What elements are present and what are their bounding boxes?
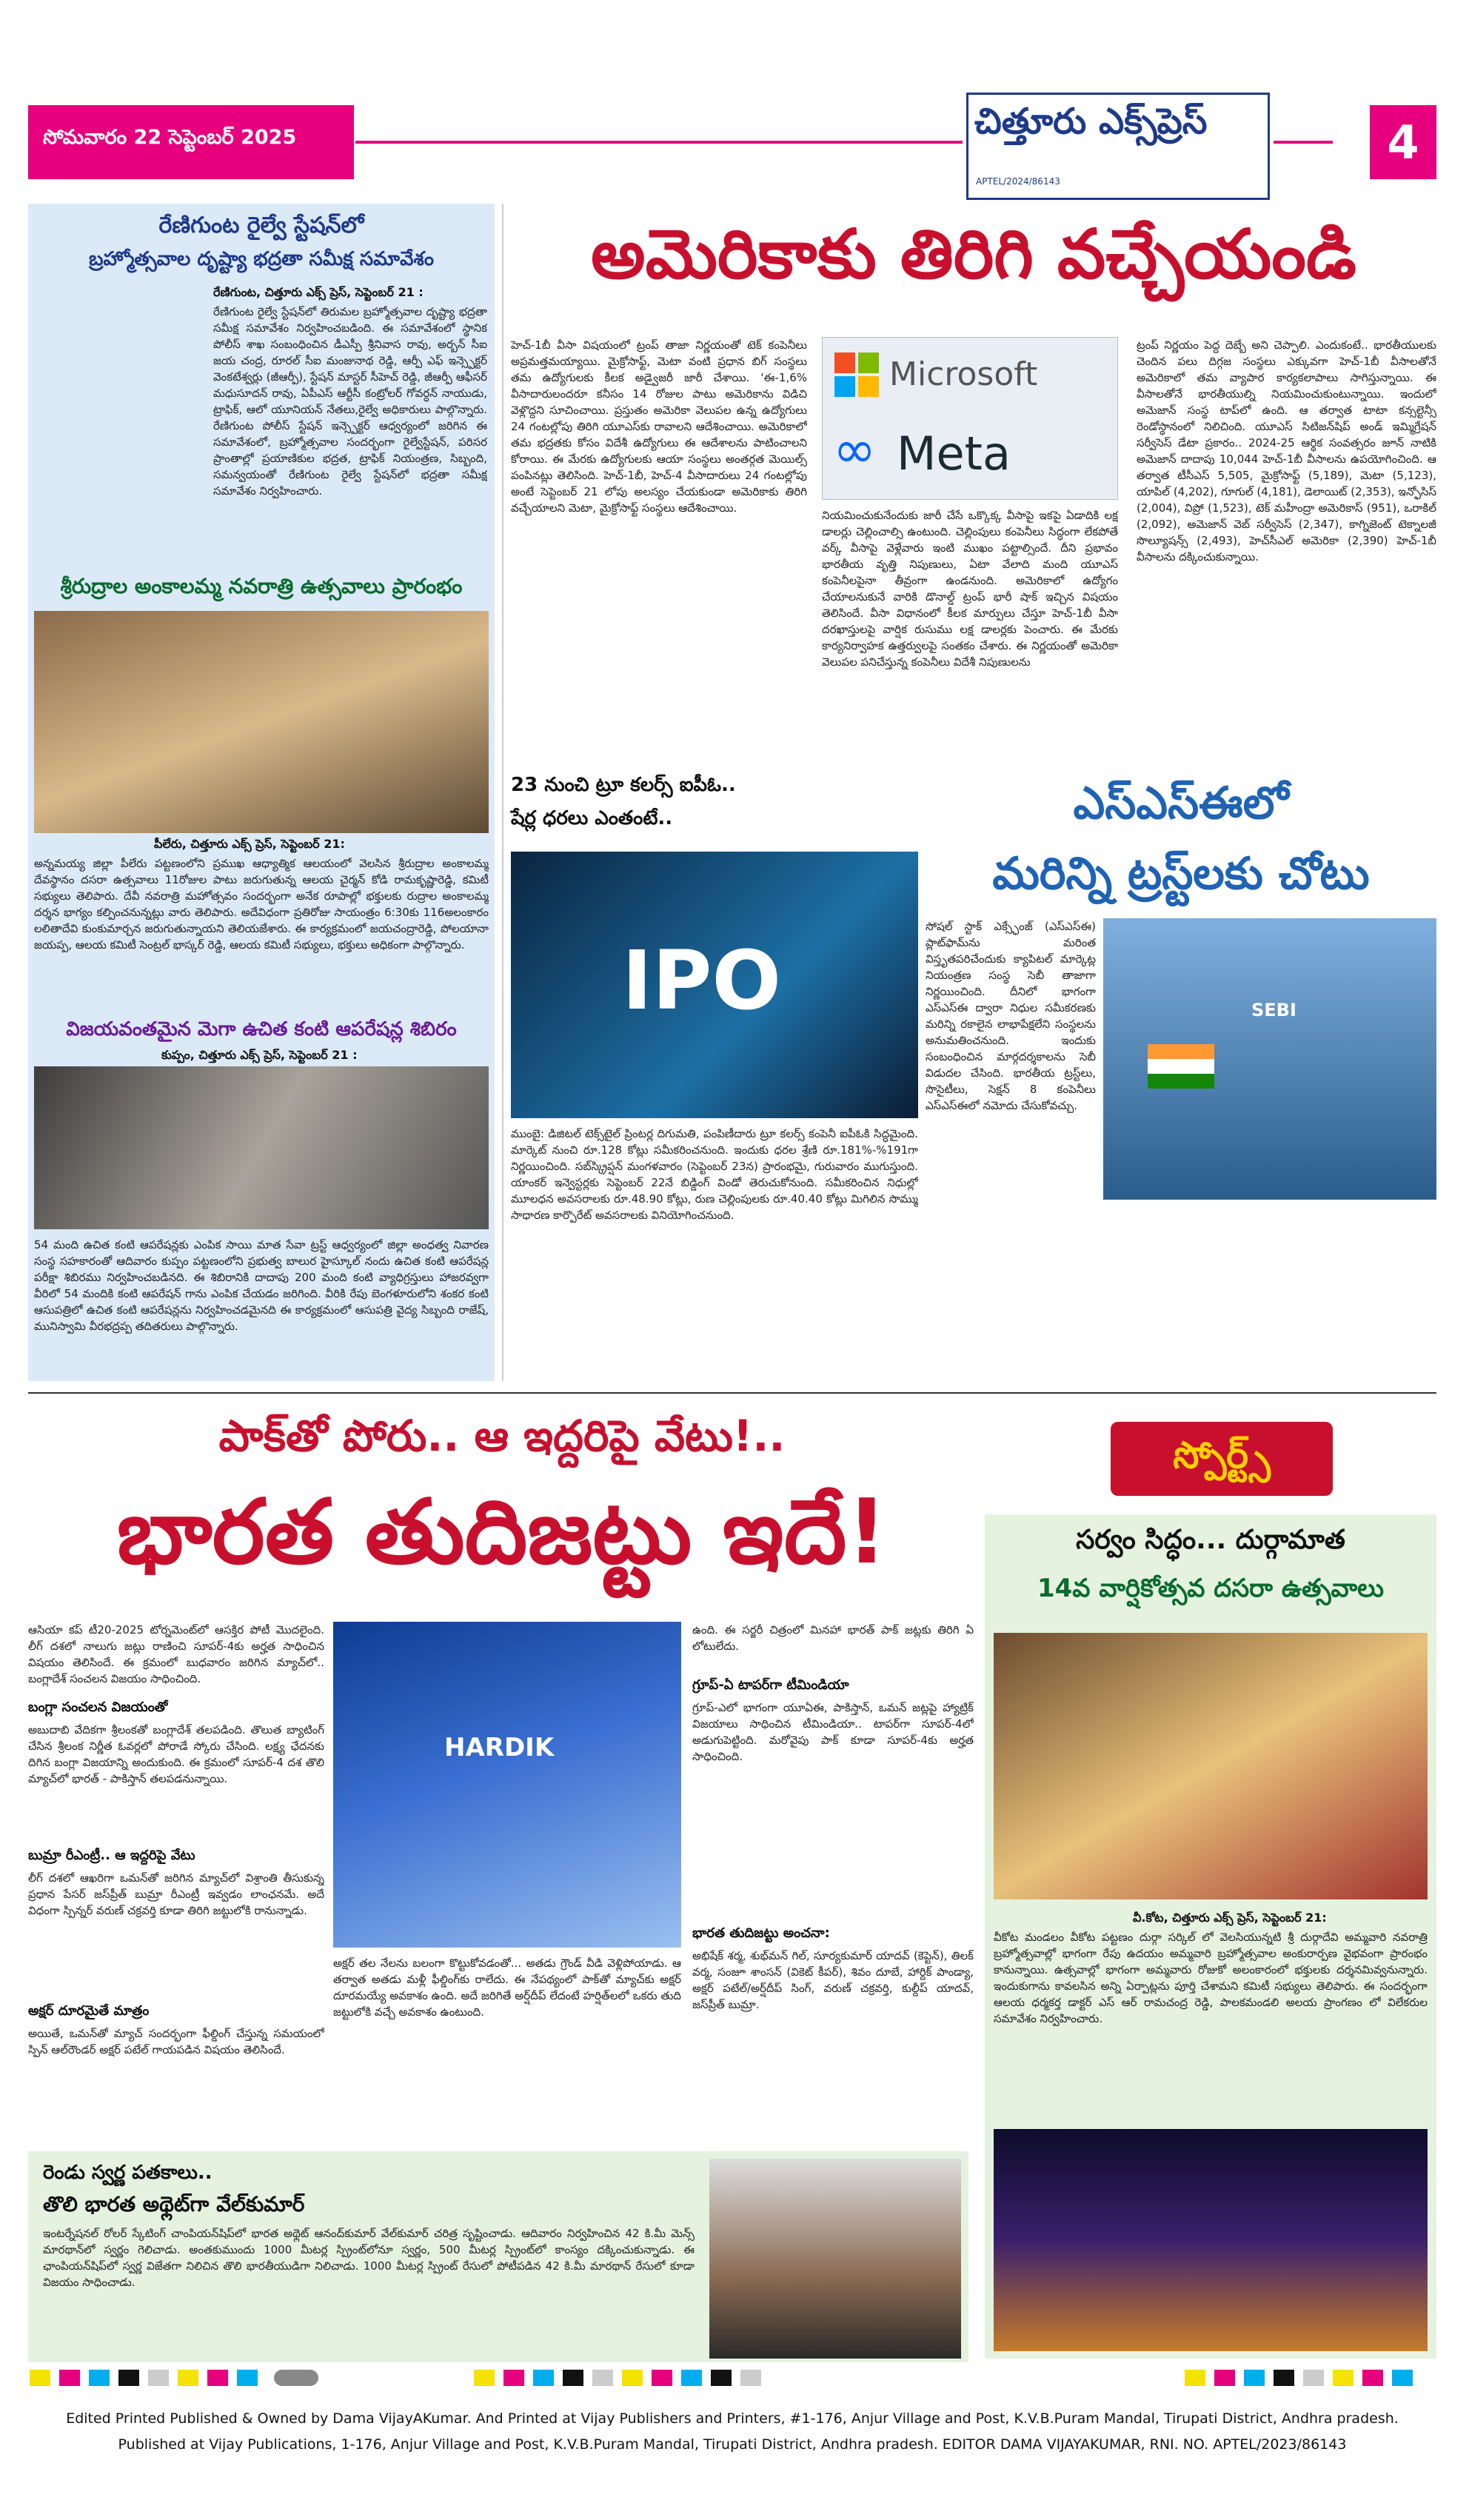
cricket-col3: ఉంది. ఈ సర్జరీ చిత్రంలో మినహా భారత్ పాక్ జట్లకు తిరిగి ఏ లోటులేదు. xyxy=(692,1623,974,1653)
issue-date: సోమవారం 22 సెప్టెంబర్ 2025 xyxy=(43,126,297,149)
cricket-sub5: భారత తుదిజట్టు అంచనా: xyxy=(692,1925,830,1941)
cricket-col2: అక్షర్ తల నేలను బలంగా కొట్టుకోవడంతో... అతడు గ్రౌండ్ వీడి వెళ్లిపోయాడు. ఆ తర్వాత అతడు మళ్లీ ఫీల్డింగ్‌కు రాలేదు. ఈ నేపథ్యంలో పాక్‌తో మ్యాచ్‌కు అక్షర్ దూరమయ్యే అవకాశం ఉంది. అదే జరిగితే అర్ష్‌దీప్ లేదంటే హర్షిత్‌లలో ఒకరు తుది జట్టులోకి వచ్చే అవకాశం ఉంటుంది. xyxy=(333,1956,681,2019)
column-rule xyxy=(502,204,503,1381)
masthead-rule xyxy=(355,141,963,144)
footer-line2: Published at Vijay Publications, 1-176, Anjur Village and Post, K.V.B.Puram Mandal, Tirupati District, Andhra pradesh. EDITOR DAMA VIJAYAKUMAR, RNI. NO. APTEL/2023/86143 xyxy=(118,2436,1347,2453)
footer-line1: Edited Printed Published & Owned by Dama VijayAKumar. And Printed at Vijay Publishers and Printers, #1-176, Anjur Village and Post, K.V.B.Puram Mandal, Tirupati District, Andhra pradesh. xyxy=(66,2410,1399,2427)
photo-label-microsoft: Microsoft xyxy=(889,355,1038,393)
durga-dateline: వీ.కోట, చిత్తూరు ఎక్స్ ప్రెస్, సెప్టెంబర్ 21: xyxy=(1133,1911,1327,1925)
america-col2: నియమించుకునేందుకు జారీ చేసే ఒక్కొక్క వీసాపై ఇకపై ఏడాదికి లక్ష డాలర్లు చెల్లించాల్సి ఉంటుంది. చెల్లింపులు కంపెనీలు సిద్ధంగా లేకపోతే వర్క్ వీసాపై వెళ్లేవారు ఇంటి ముఖం పట్టాల్సిందే. దీని ప్రభావం భారతీయ వృత్తి నిపుణులు, ఏటా వేలాది మంది యూఎస్ కంపెనీలపైనా తీవ్రంగా ఉండనుంది. అమెరికాలో ఉద్యోగం చేయాలనుకునే వారికి డొనాల్డ్ ట్రంప్ భారీ షాక్ ఇచ్చిన విషయం తెలిసిందే. వీసా విధానంలో కీలక మార్పులు చేస్తూ హెచ్-1బీ వీసా దరఖాస్తులపై వార్షిక రుసుము లక్ష డాలర్లకు పెంచారు. ఈ మేరకు కార్యనిర్వాహక ఉత్తర్వులపై సంతకం చేశారు. ఈ నిర్ణయంతో అమెరికా వెలుపల పనిచేస్తున్న కంపెనీలు విదేశీ నిపుణులను xyxy=(822,509,1118,669)
durga-body: వీకోట మండలం వీకోట పట్టణం దుర్గా సర్కిల్ లో వెలసియున్నటి శ్రీ దుర్గాదేవి అమ్మవారి నవరాత్రి బ్రహ్మోత్సవాల్లో భాగంగా రేపు ఉదయం అమ్మవారి బ్రహ్మోత్సవాల అంకురార్పణ వైభవంగా ప్రారంభం కానున్నాయి. ఉత్సవాల్లో భాగంగా అమ్మవారు రోజుకో అలంకారంలో భక్తులకు దర్శనమివ్వనున్నారు. ఇందుకుగాను కావలసిన అన్ని ఏర్పాట్లను పూర్తి చేశామని కమిటీ సభ్యులు తెలిపారు. ఈ సందర్భంగా ఆలయ ధర్మకర్త డాక్టర్ ఎస్ ఆర్ రామచంద్ర రెడ్డి, పాలకమండలి అలయ ప్రాంగణం లో విలేకరుల సమావేశం నిర్వహించారు. xyxy=(994,1931,1428,2025)
gold-title2: తొలి భారత అథ్లెట్‌గా వేల్‌కుమార్ xyxy=(43,2192,305,2216)
gold-body: ఇంటర్నేషనల్ రోలర్ స్కేటింగ్ చాంపియన్‌షిప్‌లో భారత అథ్లెట్ ఆనంద్‌కుమార్ వేల్‌కుమార్ చరిత్ర సృష్టించాడు. ఆదివారం నిర్వహించిన 42 కి.మీ మెన్స్ మారథాన్‌లో స్వర్ణం గెలిచాడు. అంతకుముందు 1000 మీటర్ల స్ప్రింట్‌లోనూ స్వర్ణం, 500 మీటర్ల స్ప్రింట్‌లో కాంస్యం దక్కించుకున్నాడు. ఈ ఛాంపియన్‌షిప్‌లో స్వర్ణ విజేతగా నిలిచిన తొలి భారతీయుడిగా నిలిచాడు. 1000 మీటర్ల స్ప్రింట్ రేసులో పోటీపడిన 42 కి.మీ మారథాన్ రేసులో కూడా విజయం సాధించాడు. xyxy=(43,2227,695,2289)
story2-photo xyxy=(34,611,489,833)
ipo-photo xyxy=(511,852,918,1118)
sebi-photo xyxy=(1103,918,1436,1200)
logo-sub: APTEL/2024/86143 xyxy=(976,176,1060,187)
street-night-photo xyxy=(994,2129,1428,2351)
cricket-photo-label: HARDIK xyxy=(444,1733,555,1762)
logo-text: చిత్తూరు ఎక్స్‌ప్రెస్ xyxy=(974,101,1208,142)
meta-infinity-icon: ∞ xyxy=(833,419,877,480)
durga-title2: 14వ వార్షికోత్సవ దసరా ఉత్సవాలు xyxy=(1037,1574,1385,1603)
america-col1: హెచ్-1బీ వీసా విషయంలో ట్రంప్ తాజా నిర్ణయంతో టెక్ కంపెనీలు అప్రమత్తమయ్యాయి. మైక్రోసాఫ్ట్, మెటా వంటి ప్రధాన బిగ్ సంస్థలు తమ ఉద్యోగులకు కీలక అడ్వైజరీ జారీ చేశాయి. 'ఈ-1,6% వీసాదారులందరూ కనీసం 14 రోజుల పాటు అమెరికాను విడిచి వెళ్లొద్దని సూచించాయి. ప్రస్తుతం అమెరికా వెలుపల ఉన్న ఉద్యోగులు 24 గంటల్లోపు తిరిగి యూఎస్‌కు రావాలని ఆదేశించాయి. అమెరికాలో తమ భద్రతకు కోసం విదేశీ ఉద్యోగులు ఈ ఆదేశాలను పాటించాలని కోరాయి. ఈ మేరకు ఉద్యోగులకు ఆయా సంస్థలు అంతర్గత మెయిల్స్ పంపినట్లు తెలిసింది. హెచ్-1బీ, హెచ్-4 వీసాదారులు 24 గంటల్లోపు అంటే సెప్టెంబర్ 21 లోపు అలస్యం చేయకుండా అమెరికాకు తిరిగి వచ్చేయాలని మెటా, మైక్రోసాఫ్ట్ సంస్థలు ఆదేశించాయి. xyxy=(511,338,807,515)
registration-marks-left xyxy=(30,2370,258,2386)
cricket-col3c: అభిషేక్ శర్మ, శుభ్‌మన్ గిల్, సూర్యకుమార్ యాదవ్ (కెప్టెన్), తిలక్ వర్మ, సంజూ శాంసన్ (వికెట్ కీపర్), శివం దూబే, హార్దిక్ పాండ్యా, అక్షర్ పటేల్/అర్ష్‌దీప్ సింగ్, వరుణ్ చక్రవర్తి, కుల్దీప్ యాదవ్, జస్‌ప్రీత్ బుమ్రా. xyxy=(692,1949,974,2011)
cricket-photo xyxy=(333,1622,681,1948)
date-banner xyxy=(28,105,354,179)
left-column-panel xyxy=(28,204,495,1381)
page-number: 4 xyxy=(1387,116,1419,170)
america-headline: అమెరికాకు తిరిగి వచ్చేయండి xyxy=(590,215,1356,294)
cricket-sub3: అక్షర్ దూరమైతే మాత్రం xyxy=(28,2003,150,2019)
cricket-sub1: బంగ్లా సంచలన విజయంతో xyxy=(28,1700,168,1715)
story2-body: అన్నమయ్య జిల్లా పీలేరు పట్టణంలోని ప్రముఖ ఆధ్యాత్మిక ఆలయంలో వెలసిన శ్రీరుద్రాల అంకాలమ్మ దేవస్థానం దసరా ఉత్సవాలు 11రోజుల పాటు జరుగుతున్న ఆలయ చైర్మన్ కోడి రామకృష్ణారెడ్డి, కమిటీ సభ్యులు తెలిపారు. దేవీ నవరాత్రి మహోత్సవం సందర్భంగా అనేక రూపాల్లో భక్తులకు రుద్రాల అంకాలమ్మ దర్శన భాగ్యం కల్పించనున్నట్లు వారు తెలిపారు. అదేవిధంగా ప్రతిరోజు సాయంత్రం 6:30కు 116అలంకారం లలితాదేవి కుంకుమార్చన జరుగుతున్నాయని తెలియజేశారు. ఈ కార్యక్రమంలో జయచంద్రారెడ్డి, పోలయానా జయప్ప, ఆలయ కమిటీ సెంట్రల్ భాస్కర్ రెడ్డి, ఆలయ కమిటీ సభ్యులు, భక్తులు అధికంగా పాల్గొన్నారు. xyxy=(34,857,489,952)
durga-title1: సర్వం సిద్ధం... దుర్గామాత xyxy=(1076,1525,1345,1555)
america-col3: ట్రంప్ నిర్ణయం పెద్ద దెబ్బే అని చెప్పాలి. ఎందుకంటే.. భారతీయులకు చెందిన పలు దిగ్గజ సంస్థలు ఎక్కువగా హెచ్-1బీ వీసాలతోనే అమెరికాలో తమ వ్యాపార కార్యకలాపాలు సాగిస్తున్నాయి. ఈ వీసాలతోనే భారతీయుల్ని నియమించుకుంటున్నాయి. ఇందులో అమెజాన్ సంస్థ టాప్‌లో ఉంది. ఆ తర్వాత టాటా కన్సల్టెన్సీ రెండోస్థానంలో నిలిచింది. యూఎస్ సిటిజన్‌షిప్ అండ్ ఇమ్మిగ్రేషన్ సర్వీసెస్ డేటా ప్రకారం.. 2024-25 ఆర్థిక సంవత్సరం జూన్ నాటికి అమెజాన్ దాదాపు 10,044 హెచ్-1బీ వీసాలను ఉపయోగించింది. ఆ తర్వాత టీసీఎస్ 5,505, మైక్రోసాఫ్ట్ (5,189), మెటా (5,123), యాపిల్ (4,202), గూగుల్ (4,181), డెలాయిట్ (2,353), ఇన్ఫోసిస్ (2,004), విప్రో (1,523), టెక్ మహీంద్రా అమెరికాస్ (951), ఒరాకిల్ (2,092), అమెజాన్ వెబ్ సర్వీసెస్ (2,347), కాగ్నిజెంట్ టెక్నాలజీ సొల్యూషన్స్ (2,493), హెచ్‌సీఎల్ అమెరికా (2,390) హెచ్-1బీ వీసాలను దక్కించుకున్నాయి. xyxy=(1137,338,1436,564)
story1-dateline: రేణిగుంట, చిత్తూరు ఎక్స్ ప్రెస్, సెప్టెంబర్ 21 : xyxy=(213,285,424,299)
gold-panel xyxy=(28,2151,968,2362)
sebi-photo-label: SEBI xyxy=(1251,1000,1296,1020)
registration-marks-right xyxy=(1185,2370,1413,2386)
microsoft-logo-icon xyxy=(834,352,879,397)
story2-title: శ్రీరుద్రాల అంకాలమ్మ నవరాత్రి ఉత్సవాలు ప్రారంభం xyxy=(60,574,463,598)
gold-title1: రెండు స్వర్ణ పతకాలు.. xyxy=(43,2162,213,2184)
story3-body: 54 మంది ఉచిత కంటి ఆపరేషన్లకు ఎంపిక సాయి మాత సేవా ట్రస్ట్ ఆధ్వర్యంలో జిల్లా అంధత్వ నివారణ సంస్థ సహకారంతో ఆదివారం కుప్పం పట్టణంలోని ప్రభుత్వ బాలుర హైస్కూల్ నందు ఉచిత కంటి ఆపరేషన్ల పరీక్షా శిబిరము నిర్వహించబడినది. ఈ శిబిరానికి దాదాపు 200 మంది కంటి వ్యాధిగ్రస్తులు హాజరవ్వగా వీరిలో 54 మందికి కంటి ఆపరేషన్ గాను ఎంపిక చేయడం జరిగింది. వీరికి రేపు బెంగళూరులోని శంకర కంటి ఆసుపత్రిలో ఉచిత కంటి ఆపరేషన్లను నిర్వహించడమైనది ఈ కార్యక్రమంలో ఆసుపత్రి వైద్య సిబ్బంది రాజేష్, మునిస్వామి వీరభద్రప్ప తదితరులు పాల్గొన్నారు. xyxy=(34,1238,489,1333)
cricket-headline: భారత తుదిజట్టు ఇదే! xyxy=(116,1481,888,1584)
ipo-photo-label: IPO xyxy=(622,933,782,1028)
masthead-rule-right xyxy=(1274,141,1333,144)
cricket-col1: ఆసియా కప్ టీ20-2025 టోర్నమెంట్‌లో ఆసక్తిర పోటీ మొదలైంది. లీగ్ దశలో నాలుగు జట్లు రాణించి సూపర్-4కు అర్హత సాధించిన విషయం తెలిసిందే. ఈ క్రమంలో బుధవారం జరిగిన మ్యాచ్‌లో.. బంగ్లాదేశ్ సంచలన విజయం సాధించింది. xyxy=(28,1623,324,1685)
story3-photo xyxy=(34,1066,489,1229)
cricket-col1d: అయితే, ఒమన్‌తో మ్యాచ్ సందర్భంగా ఫీల్డింగ్ చేస్తున్న సమయంలో స్పిన్ ఆల్‌రౌండర్ అక్షర్ పటేల్ గాయపడిన విషయం తెలిసిందే. xyxy=(28,2027,324,2056)
story2-dateline: పీలేరు, చిత్తూరు ఎక్స్ ప్రెస్, సెప్టెంబర్ 21: xyxy=(154,837,345,851)
ipo-title1: 23 నుంచి ట్రూ కలర్స్ ఐపీఓ.. xyxy=(511,774,736,796)
cricket-col1c: లీగ్ దశలో ఆఖరిగా ఒమన్‌తో జరిగిన మ్యాచ్‌లో విశ్రాంతి తీసుకున్న ప్రధాన పేసర్ జస్‌ప్రీత్ బుమ్రా రీఎంట్రీ ఇవ్వడం లాంఛనమే. అదే విధంగా స్పిన్నర్ వరుణ్ చక్రవర్తి కూడా తిరిగి జట్టులోకి రానున్నాడు. xyxy=(28,1871,324,1917)
athlete-photo xyxy=(709,2159,961,2359)
story1-title2: బ్రహ్మోత్సవాల దృష్ట్యా భద్రతా సమీక్ష సమావేశం xyxy=(88,248,435,270)
story3-dateline: కుప్పం, చిత్తూరు ఎక్స్ ప్రెస్, సెప్టెంబర్ 21 : xyxy=(161,1048,358,1062)
page-number-box xyxy=(1370,105,1436,179)
cricket-col1b: అబుదాబి వేదికగా శ్రీలంకతో బంగ్లాదేశ్ తలపడింది. తొలుత బ్యాటింగ్ చేసిన శ్రీలంక నిర్ణీత ఓవర్లలో పోరాడే స్కోరు చేసింది. లక్ష్య ఛేదనకు దిగిన బంగ్లా విజయాన్ని అందుకుంది. ఈ క్రమంలో సూపర్-4 దశ తొలి మ్యాచ్‌లో భారత్ - పాకిస్తాన్ తలపడనున్నాయి. xyxy=(28,1723,324,1785)
section-divider xyxy=(28,1392,1436,1394)
sse-title2: మరిన్ని ట్రస్ట్‌లకు చోటు xyxy=(992,848,1370,900)
ipo-title2: షేర్ల ధరలు ఎంతంటే.. xyxy=(511,807,673,829)
cricket-sub4: గ్రూప్-ఏ టాపర్‌గా టీమిండియా xyxy=(692,1677,849,1693)
story1-photo xyxy=(34,301,204,435)
newspaper-logo xyxy=(966,93,1270,200)
cricket-sub2: బుమ్రా రీఎంట్రీ.. ఆ ఇద్దరిపై వేటు xyxy=(28,1848,195,1863)
ipo-body: ముంబై: డిజిటల్ టెక్స్‌టైల్ ప్రింటర్ల దిగుమతి, పంపిణీదారు ట్రూ కలర్స్ కంపెనీ ఐపీఓకి సిద్ధమైంది. మార్కెట్ నుంచి రూ.128 కోట్లు సమీకరించనుంది. ఇందుకు ధరల శ్రేణి రూ.181%-%191గా నిర్ణయించింది. సబ్‌స్క్రిప్షన్ మంగళవారం (సెప్టెంబర్ 23న) ప్రారంభమై, గురువారం ముగుస్తుంది. యాంకర్ ఇన్వెస్టర్లకు సెప్టెంబర్ 22నే బిడ్డింగ్ విండో తెరుచుకోనుంది. సమీకరించిన నిధుల్లో మూలధన అవసరాలకు రూ.48.90 కోట్లు, రుణ చెల్లింపులకు రూ.40.40 కోట్లు మిగిలిన సొమ్ము సాధారణ కార్పొరేట్ అవసరాలకు వినియోగించనుంది. xyxy=(511,1127,918,1222)
story1-body: రేణిగుంట రైల్వే స్టేషన్‌లో తిరుమల బ్రహ్మోత్సవాల దృష్ట్యా భద్రతా సమీక్ష సమావేశం నిర్వహించబడింది. ఈ సమావేశంలో స్థానిక పోలీస్ శాఖ సంబంధించిన డీఎస్పీ శ్రీనివాస రావు, అర్బన్ సీఐ జయ చంద్ర, రూరల్ సీఐ మంజునాథ రెడ్డి, ఆర్పీ ఎఫ్ ఇన్స్పెక్టర్ వెంకటేశ్వర్లు (జీఆర్పీ), స్టేషన్ మాస్టర్ సీహెచ్ రెడ్డి, జీఆర్పీ ఆఫీసర్ మధుసూదన్ రావు, ఏపీఎస్ ఆర్టీసీ కంట్రోలర్ గోవర్ధన్ నాయుడు, ట్రాఫిక్, ఆలో యూనియన్ నేతలు,రైల్వే అధికారులు పాల్గొన్నారు. రేణిగుంట పోలీస్ స్టేషన్ ఇన్స్పెక్టర్ ఆధ్వర్యంలో జరిగిన ఈ సమావేశంలో, బ్రహ్మోత్సవాల సందర్భంగా రైల్వేస్టేషన్, పరిసర ప్రాంతాల్లో ప్రయాణికుల భద్రత, ట్రాఫిక్ నియంత్రణ, సిబ్బంది, సమన్వయంతో రేణిగుంట రైల్వే స్టేషన్‌లో భద్రతా సమీక్ష సమావేశం నిర్వహించారు. xyxy=(213,305,487,498)
cricket-kicker: పాక్‌తో పోరు.. ఆ ఇద్దరిపై వేటు!.. xyxy=(218,1411,786,1461)
story1-title1: రేణిగుంట రైల్వే స్టేషన్‌లో xyxy=(158,213,364,238)
sse-title1: ఎస్ఎస్ఈలో xyxy=(1073,778,1289,829)
cricket-col3b: గ్రూప్-ఎలో భాగంగా యూఏఈ, పాకిస్తాన్, ఒమన్ జట్లపై హ్యాట్రిక్ విజయాలు సాధించిన టీమిండియా.. టాపర్‌గా సూపర్-4లో అడుగుపెట్టింది. మరోవైపు పాక్ కూడా సూపర్-4కు అర్హత సాధించింది. xyxy=(692,1701,974,1763)
sports-badge-text: స్పోర్ట్స్ xyxy=(1173,1434,1271,1477)
story3-title: విజయవంతమైన మెగా ఉచిత కంటి ఆపరేషన్ల శిబిరం xyxy=(66,1018,457,1040)
durga-panel xyxy=(985,1514,1436,2359)
flag-icon xyxy=(1148,1044,1214,1089)
registration-marks-mid xyxy=(474,2370,761,2386)
sports-badge xyxy=(1111,1422,1333,1496)
photo-label-meta: Meta xyxy=(897,427,1011,481)
sse-body: సోషల్ స్టాక్ ఎక్స్ఛేంజ్ (ఎస్ఎస్ఈ) ప్లాట్‌ఫామ్‌ను మరింత విస్తృతపరిచేందుకు క్యాపిటల్ మార్కెట్ల నియంత్రణ సంస్థ సెబీ తాజాగా నిర్ణయించింది. దీనిలో భాగంగా ఎస్ఎస్ఈ ద్వారా నిధుల సమీకరణకు మరిన్ని రకాలైన లాభాపేక్షలేని సంస్థలను అనుమతించనుంది. ఇందుకు సంబంధించిన మార్గదర్శకాలను సెబీ విడుదల చేసింది. భారతీయ ట్రస్ట్‌లు, సొసైటీలు, సెక్షన్ 8 కంపెనీలు ఎస్ఎస్ఈలో నమోదు చేసుకోవచ్చు. xyxy=(926,920,1096,1112)
registration-pill xyxy=(274,2370,318,2386)
durga-photo xyxy=(994,1633,1428,1899)
microsoft-meta-photo xyxy=(822,337,1118,500)
